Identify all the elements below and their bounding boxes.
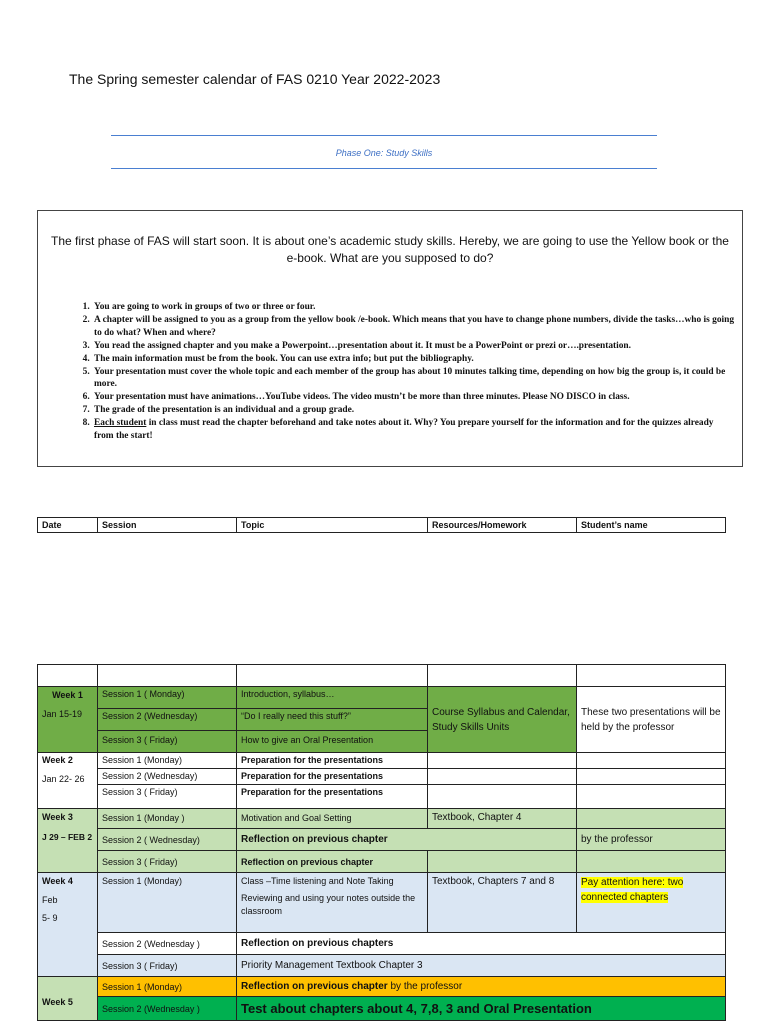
student-cell bbox=[577, 873, 726, 933]
header-resources: Resources/Homework bbox=[428, 518, 577, 533]
session-cell: Session 3 ( Friday) bbox=[98, 731, 237, 753]
table-row bbox=[38, 997, 726, 1021]
student-cell: These two presentations will be held by the professor bbox=[577, 687, 726, 753]
instruction-item: 2. A chapter will be assigned to you as a group from the yellow book /e-book. Which means that you have to change phone numbers, divide the tasks…who is going to do what? When and where? bbox=[92, 314, 734, 340]
topic-cell: Introduction, syllabus… bbox=[237, 687, 428, 709]
table-row bbox=[38, 873, 726, 933]
week-cell bbox=[38, 977, 98, 1021]
table-row bbox=[38, 665, 726, 687]
session-cell: Session 1 ( Monday) bbox=[98, 687, 237, 709]
session-cell: Session 3 ( Friday) bbox=[98, 851, 237, 873]
week-dates: Jan 15-19 bbox=[42, 709, 83, 719]
header-topic: Topic bbox=[237, 518, 428, 533]
topic-cell: Preparation for the presentations bbox=[237, 753, 428, 769]
instruction-item: 6. Your presentation must have animations…YouTube videos. The video mustn’t be more than three minutes. Please NO DISCO in class. bbox=[92, 391, 734, 404]
topic-line: Reviewing and using your notes outside the classroom bbox=[241, 893, 416, 916]
session-cell: Session 3 ( Friday) bbox=[98, 955, 237, 977]
page-title: The Spring semester calendar of FAS 0210 Year 2022-2023 bbox=[69, 71, 441, 87]
highlighted-note: Pay attention here: two connected chapters bbox=[581, 877, 684, 903]
topic-cell: Priority Management Textbook Chapter 3 bbox=[237, 955, 726, 977]
week-label: Week 5 bbox=[42, 997, 73, 1007]
week-label: Week 1 bbox=[52, 690, 83, 700]
topic-bold: Reflection on previous chapter bbox=[241, 981, 388, 992]
topic-line: Class –Time listening and Note Taking bbox=[241, 876, 394, 886]
session-cell: Session 3 ( Friday) bbox=[98, 785, 237, 809]
table-row bbox=[38, 977, 726, 997]
phase-heading: Phase One: Study Skills bbox=[335, 148, 433, 158]
table-row bbox=[38, 785, 726, 809]
header-date: Date bbox=[38, 518, 98, 533]
week-cell bbox=[38, 809, 98, 873]
schedule-table bbox=[37, 664, 726, 1021]
week-dates: Jan 22- 26 bbox=[42, 774, 85, 784]
week-dates: 5- 9 bbox=[42, 913, 58, 923]
session-cell: Session 1 (Monday) bbox=[98, 977, 237, 997]
session-cell: Session 1 (Monday) bbox=[98, 753, 237, 769]
table-row bbox=[38, 851, 726, 873]
resources-cell: Course Syllabus and Calendar, Study Skills Units bbox=[428, 687, 577, 753]
instruction-text: in class must read the chapter beforehand and take notes about it. Why? You prepare yourself for the information and for the quizzes already from the start! bbox=[94, 418, 714, 442]
student-cell: by the professor bbox=[577, 829, 726, 851]
week-label: Week 3 bbox=[42, 812, 73, 822]
week-cell bbox=[38, 873, 98, 977]
instruction-item bbox=[92, 417, 734, 443]
table-row bbox=[38, 809, 726, 829]
week-label: Week 4 bbox=[42, 876, 73, 886]
session-cell: Session 2 ( Wednesday) bbox=[98, 829, 237, 851]
session-cell: Session 2 (Wednesday ) bbox=[98, 997, 237, 1021]
divider-top bbox=[111, 135, 657, 136]
week-month: Feb bbox=[42, 895, 58, 905]
intro-text: The first phase of FAS will start soon. It is about one’s academic study skills. Hereby, we are going to use the Yellow book or the e-book. What are you supposed to do? bbox=[51, 234, 729, 265]
instruction-item: 3. You read the assigned chapter and you make a Powerpoint…presentation about it. It must be a PowerPoint or prezi or….presentation. bbox=[92, 340, 734, 353]
table-row bbox=[38, 955, 726, 977]
instruction-item: 7. The grade of the presentation is an individual and a group grade. bbox=[92, 404, 734, 417]
session-cell: Session 1 (Monday ) bbox=[98, 809, 237, 829]
resources-cell: Textbook, Chapters 7 and 8 bbox=[428, 873, 577, 933]
topic-extra: by the professor bbox=[390, 981, 463, 992]
week-dates: J 29 – FEB 2 bbox=[42, 832, 93, 842]
table-row bbox=[38, 769, 726, 785]
topic-cell: Reflection on previous chapter bbox=[237, 829, 577, 851]
week-label: Week 2 bbox=[42, 755, 73, 765]
header-session: Session bbox=[98, 518, 237, 533]
table-row bbox=[38, 753, 726, 769]
table-row bbox=[38, 687, 726, 709]
table-row bbox=[38, 933, 726, 955]
topic-cell: Motivation and Goal Setting bbox=[237, 809, 428, 829]
divider-bottom bbox=[111, 168, 657, 169]
instruction-item: 4. The main information must be from the book. You can use extra info; but put the bibliography. bbox=[92, 353, 734, 366]
week-cell bbox=[38, 753, 98, 809]
topic-cell: Preparation for the presentations bbox=[237, 785, 428, 809]
instruction-item: 1. You are going to work in groups of two or three or four. bbox=[92, 301, 734, 314]
header-student: Student’s name bbox=[577, 518, 726, 533]
table-row bbox=[38, 829, 726, 851]
instruction-list bbox=[74, 301, 734, 443]
topic-cell: Test about chapters about 4, 7,8, 3 and Oral Presentation bbox=[237, 997, 726, 1021]
session-cell: Session 1 (Monday) bbox=[98, 873, 237, 933]
instruction-item: 5. Your presentation must cover the whole topic and each member of the group has about 10 minutes talking time, depending on how big the group is, it could be more. bbox=[92, 366, 734, 392]
header-table bbox=[37, 517, 726, 533]
session-cell: Session 2 (Wednesday ) bbox=[98, 933, 237, 955]
topic-cell: Preparation for the presentations bbox=[237, 769, 428, 785]
topic-cell: How to give an Oral Presentation bbox=[237, 731, 428, 753]
topic-cell: Reflection on previous chapter bbox=[237, 851, 428, 873]
week-cell bbox=[38, 687, 98, 753]
resources-cell: Textbook, Chapter 4 bbox=[428, 809, 577, 829]
topic-cell bbox=[237, 873, 428, 933]
session-cell: Session 2 (Wednesday) bbox=[98, 769, 237, 785]
topic-cell: “Do I really need this stuff?” bbox=[237, 709, 428, 731]
topic-cell: Reflection on previous chapters bbox=[237, 933, 726, 955]
topic-cell bbox=[237, 977, 726, 997]
session-cell: Session 2 (Wednesday) bbox=[98, 709, 237, 731]
instructions-box bbox=[37, 210, 743, 467]
underlined-text: Each student bbox=[94, 418, 147, 429]
